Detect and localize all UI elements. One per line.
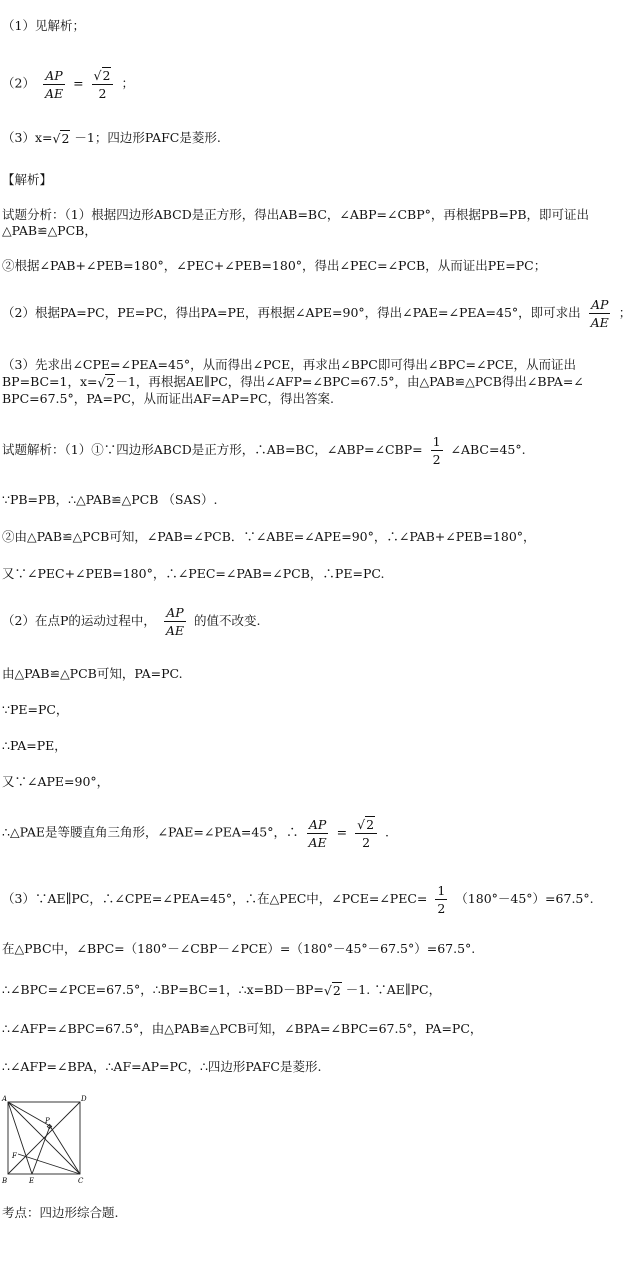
label-d: D [81, 1095, 87, 1103]
solution-text: （3）∵AE∥PC，∴∠CPE=∠PEA=45°，∴在△PEC中，∠PCE=∠PEC= [2, 891, 428, 906]
answer-2-prefix: （2） [2, 75, 35, 91]
sqrt-symbol: √2 [357, 817, 375, 832]
answer-2 [2, 66, 134, 102]
solution-line-9: 又∵∠APE=90°， [2, 774, 110, 789]
solution-text: 试题解析：（1）①∵四边形ABCD是正方形，∴AB=BC，∠ABP=∠CBP= [2, 442, 423, 457]
fraction-ap-ae [307, 816, 329, 851]
sqrt-symbol: √2 [323, 982, 341, 998]
fraction-ap-ae [43, 67, 65, 102]
label-a: A [2, 1095, 8, 1103]
segment-fc [18, 1154, 80, 1174]
label-p: P [45, 1117, 50, 1125]
analysis-paragraph-2: ②根据∠PAB+∠PEB=180°，∠PEC+∠PEB=180°，得出∠PEC=∠PCB，从而证出PE=PC； [2, 258, 547, 273]
segment-ae [8, 1102, 32, 1174]
equals-sign: = [73, 75, 84, 91]
analysis-p3-suffix: ； [618, 305, 631, 320]
fraction-denominator: AE [590, 315, 609, 330]
solution-text: （2）在点P的运动过程中， [2, 613, 156, 628]
solution-text: 的值不改变. [194, 613, 261, 628]
fraction-denominator: 2 [432, 452, 441, 467]
fraction-denominator: AE [165, 623, 185, 638]
segment-pe [32, 1126, 50, 1174]
analysis-p4-text: BP=BC=1，x= [2, 374, 98, 389]
fraction-numerator: AP [308, 816, 327, 832]
solution-line-7: ∵PE=PC， [2, 702, 69, 717]
analysis-paragraph-3 [2, 296, 631, 331]
analysis-paragraph-1: 试题分析：（1）根据四边形ABCD是正方形，得出AB=BC，∠ABP=∠CBP°，再根据PB=PB，即可证出△PAB≌△PCB， [2, 207, 590, 238]
fraction-one-half [431, 433, 443, 468]
solution-text: ∠ABC=45°. [450, 442, 526, 457]
solution-line-4: 又∵∠PEC+∠PEB=180°，∴∠PEC=∠PAB=∠PCB，∴PE=PC. [2, 566, 385, 581]
solution-line-6: 由△PAB≌△PCB可知，PA=PC. [2, 666, 183, 681]
fraction-numerator [92, 66, 114, 85]
solution-text: . [385, 824, 389, 840]
answer-2-suffix: ； [121, 75, 134, 91]
fraction-denominator: 2 [437, 901, 446, 916]
fraction-ap-ae [589, 296, 611, 331]
radicand: 2 [106, 374, 115, 390]
answer-1: （1）见解析； [2, 18, 85, 33]
fraction-numerator: AP [591, 297, 609, 312]
solution-text: －1. ∵AE∥PC， [345, 982, 442, 997]
fraction-one-half [435, 882, 447, 917]
solution-line-13 [2, 982, 441, 999]
analysis-p3-prefix: （2）根据PA=PC，PE=PC，得出PA=PE，再根据∠APE=90°，得出∠PAE=∠PEA=45°，即可求出 [2, 305, 581, 320]
answer-3 [2, 130, 221, 147]
label-e: E [29, 1177, 35, 1185]
segment-pc [50, 1126, 80, 1174]
solution-line-2: ∵PB=PB，∴△PAB≌△PCB （SAS）. [2, 492, 218, 507]
label-f: F [12, 1152, 17, 1160]
analysis-paragraph-4-line-3: BPC=67.5°，PA=PC，从而证出AF=AP=PC，得出答案. [2, 391, 334, 406]
solution-line-8: ∴PA=PE， [2, 738, 67, 753]
label-b: B [2, 1177, 8, 1185]
fraction-denominator: 2 [98, 86, 107, 101]
fraction-denominator: 2 [362, 835, 371, 850]
solution-line-10 [2, 815, 389, 851]
fraction-denominator: AE [308, 834, 327, 850]
radicand: 2 [366, 817, 375, 832]
solution-line-5 [2, 604, 260, 639]
analysis-paragraph-4-line-2 [2, 374, 584, 391]
geometry-figure [2, 1094, 88, 1186]
radicand: 2 [102, 68, 111, 83]
solution-line-14: ∴∠AFP=∠BPC=67.5°，由△PAB≌△PCB可知，∠BPA=∠BPC=67.5°，PA=PC， [2, 1021, 483, 1036]
fraction-denominator: AE [44, 85, 64, 101]
analysis-header: 【解析】 [2, 172, 53, 187]
sqrt-symbol: √2 [52, 130, 70, 146]
label-c: C [78, 1177, 84, 1185]
fraction-numerator: AP [166, 605, 184, 620]
fraction-sqrt2-over-2 [92, 66, 114, 102]
kaodian: 考点：四边形综合题. [2, 1205, 119, 1220]
sqrt-symbol: √2 [97, 374, 115, 390]
solution-text: ∴△PAE是等腰直角三角形，∠PAE=∠PEA=45°，∴ [2, 824, 299, 840]
sqrt-symbol: √2 [93, 68, 111, 83]
solution-line-12: 在△PBC中，∠BPC=（180°－∠CBP－∠PCE）=（180°－45°－67.5°）=67.5°. [2, 941, 476, 956]
analysis-paragraph-4-line-1: （3）先求出∠CPE=∠PEA=45°，从而得出∠PCE，再求出∠BPC即可得出∠BPC=∠PCE，从而证出 [2, 357, 577, 372]
solution-line-15: ∴∠AFP=∠BPA，∴AF=AP=PC，∴四边形PAFC是菱形. [2, 1059, 322, 1074]
fraction-sqrt2-over-2 [355, 815, 377, 851]
radicand: 2 [61, 130, 70, 146]
analysis-p4-text: －1，再根据AE∥PC，得出∠AFP=∠BPC=67.5°，由△PAB≌△PCB得出∠BPA=∠ [115, 374, 584, 389]
fraction-ap-ae [164, 604, 186, 639]
fraction-numerator: 1 [437, 883, 446, 898]
radicand: 2 [332, 982, 341, 998]
equals-sign: = [336, 824, 348, 840]
answer-3-prefix: （3）x= [2, 130, 53, 145]
solution-text: （180°－45°）=67.5°. [455, 891, 594, 906]
solution-text: ∴∠BPC=∠PCE=67.5°，∴BP=BC=1，∴x=BD－BP= [2, 982, 324, 997]
solution-line-3: ②由△PAB≌△PCB可知，∠PAB=∠PCB．∵∠ABE=∠APE=90°，∴∠PAB+∠PEB=180°， [2, 529, 536, 544]
fraction-numerator [355, 815, 377, 834]
answer-3-suffix: －1；四边形PAFC是菱形. [74, 130, 221, 145]
solution-line-1 [2, 433, 526, 468]
fraction-numerator: AP [45, 67, 63, 83]
solution-line-11 [2, 882, 594, 917]
fraction-numerator: 1 [432, 434, 441, 449]
